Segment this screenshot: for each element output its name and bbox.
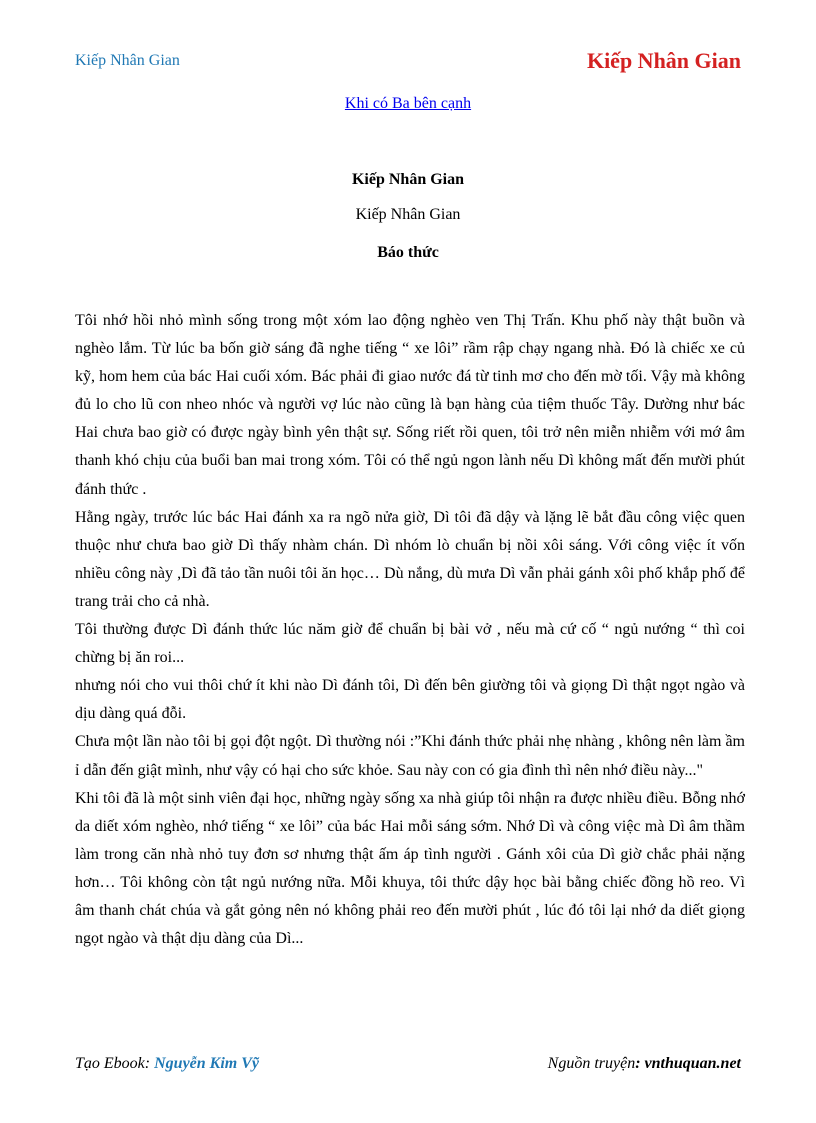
footer-ebook-author: Nguyễn Kim Vỹ (154, 1055, 259, 1072)
footer-source-separator: : (635, 1055, 645, 1072)
footer-source-site: vnthuquan.net (644, 1055, 741, 1072)
story-paragraph: Tôi thường được Dì đánh thức lúc năm giờ để chuẩn bị bài vở , nếu mà cứ cố “ ngủ nướng “ thì coi chừng bị ăn roi... (75, 621, 745, 667)
header-site-title-left: Kiếp Nhân Gian (75, 52, 180, 69)
story-paragraph: Chưa một lần nào tôi bị gọi đột ngột. Dì thường nói :”Khi đánh thức phải nhẹ nhàng , không nên làm ầm ỉ dẫn đến giật mình, như vậy có hại cho sức khỏe. Sau này con có gia đình thì nên nhớ điều này..." (75, 733, 745, 779)
header-site-title-right: Kiếp Nhân Gian (586, 48, 741, 73)
footer-source-label: Nguồn truyện (547, 1055, 636, 1072)
chapter-title: Báo thức (377, 244, 439, 261)
footer-ebook-credit (75, 1055, 259, 1073)
chapter-link[interactable]: Khi có Ba bên cạnh (344, 95, 472, 112)
story-paragraph: Khi tôi đã là một sinh viên đại học, những ngày sống xa nhà giúp tôi nhận ra được nhiều điều. Bỗng nhớ da diết xóm nghèo, nhớ tiếng “ xe lôi” của bác Hai mỗi sáng sớm. Nhớ Dì và công việc mà Dì âm thầm làm trong căn nhà nhỏ tuy đơn sơ nhưng thật ấm áp tình người . Gánh xôi của Dì giờ chắc phải nặng hơn… Tôi không còn tật ngủ nướng nữa. Mỗi khuya, tôi thức dậy học bài bằng chiếc đồng hồ reo. Vì âm thanh chát chúa và gắt gỏng nên nó không phải reo đến mười phút , lúc đó tôi lại nhớ da diết giọng ngọt ngào và thật dịu dàng của Dì... (75, 789, 745, 948)
footer-ebook-separator: : (144, 1055, 155, 1072)
footer-ebook-label: Tạo Ebook (75, 1055, 145, 1072)
story-paragraph: nhưng nói cho vui thôi chứ ít khi nào Dì đánh tôi, Dì đến bên giường tôi và giọng Dì thật ngọt ngào và dịu dàng quá đỗi. (75, 677, 745, 723)
book-subtitle: Kiếp Nhân Gian (355, 206, 461, 223)
chapter-link-row (0, 95, 816, 113)
story-paragraph: Hằng ngày, trước lúc bác Hai đánh xa ra ngõ nửa giờ, Dì tôi đã dậy và lặng lẽ bắt đầu công việc quen thuộc như chưa bao giờ Dì thấy nhàm chán. Dì nhóm lò chuẩn bị nồi xôi sáng. Với công việc ít vốn nhiều công này ,Dì đã tảo tần nuôi tôi ăn học… Dù nắng, dù mưa Dì vẫn phải gánh xôi phố khắp phố để trang trải cho cả nhà. (75, 508, 745, 610)
footer-source-credit (548, 1055, 741, 1073)
book-title: Kiếp Nhân Gian (351, 171, 465, 188)
story-body (75, 307, 745, 953)
story-paragraph: Tôi nhớ hồi nhỏ mình sống trong một xóm lao động nghèo ven Thị Trấn. Khu phố này thật buồn và nghèo lắm. Từ lúc ba bốn giờ sáng đã nghe tiếng “ xe lôi” rầm rập chạy ngang nhà. Đó là chiếc xe củ kỹ, hom hem của bác Hai cuối xóm. Bác phải đi giao nước đá từ tinh mơ cho đến mờ tối. Vậy mà không đủ lo cho lũ con nheo nhóc và người vợ lúc nào cũng là bạn hàng của tiệm thuốc Tây. Dường như bác Hai chưa bao giờ có được ngày bình yên thật sự. Sống riết rồi quen, tôi trở nên miễn nhiễm với mớ âm thanh khó chịu của buổi ban mai trong xóm. Tôi có thể ngủ ngon lành nếu Dì không mất đến mười phút đánh thức . (75, 312, 745, 498)
